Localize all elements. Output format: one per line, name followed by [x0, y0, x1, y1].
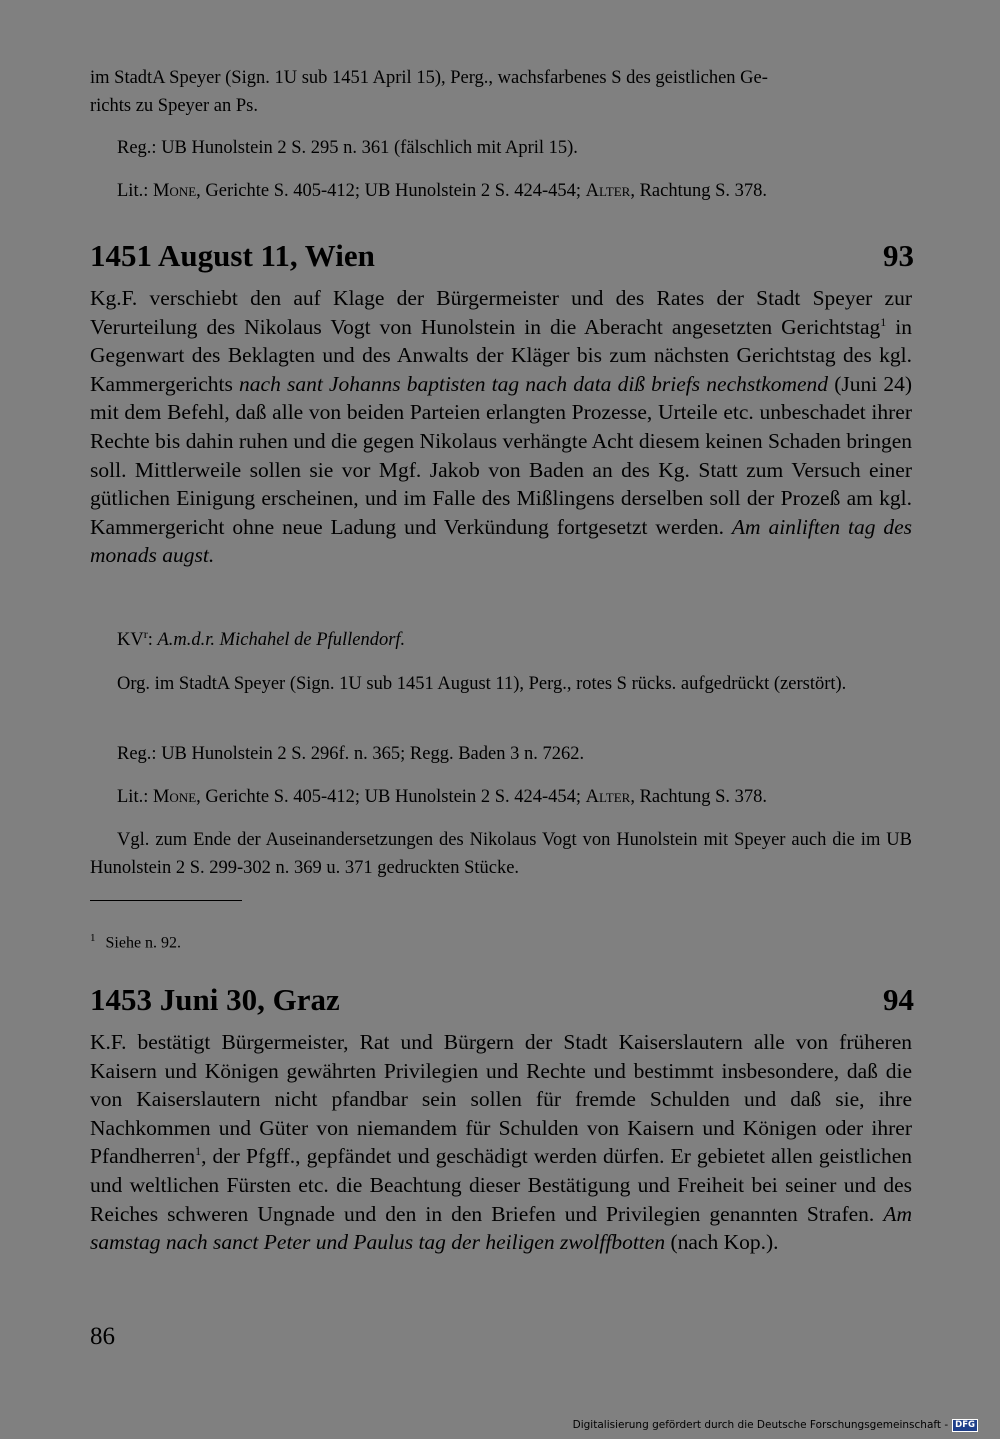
footnote	[90, 926, 181, 955]
origin-line-1: im StadtA Speyer (Sign. 1U sub 1451 April 15), Perg., wachsfarbenes S des geistlichen Ge-	[90, 68, 768, 88]
author-mone: Mone	[152, 787, 197, 807]
origin-line-2: richts zu Speyer an Ps.	[90, 96, 259, 116]
author-alter: Alter	[585, 787, 631, 807]
footnote-text: Siehe n. 92.	[105, 934, 182, 952]
author-mone: Mone	[152, 181, 197, 201]
page-number: 86	[90, 1323, 115, 1350]
entry-93-kv: $KV^r$: A.m.d.r. Michahel de Pfullendorf.	[117, 626, 406, 650]
entry-93-see-also: Vgl. zum Ende der Auseinandersetzungen des Nikolaus Vogt von Hunolstein mit Speyer auch die im UB Hunolstein 2 S. 299-302 n. 369 u. 371 gedruckten Stücke.	[90, 830, 912, 878]
entry-93-regest: Kg.F. verschiebt den auf Klage der Bürgermeister und des Rates der Stadt Speyer zur Verurteilung des Nikolaus Vogt von Hunolstein in die Aberacht angesetzten Gerichtstag$^1$ in Gegenwart des Beklagten und des Anwalts der Kläger bis zum nächsten Gerichtstag des kgl. Kammergerichts nach sant Johanns baptisten tag nach data diß briefs nechstkomend (Juni 24) mit dem Befehl, daß alle von beiden Parteien erlangten Prozesse, Urteile etc. unbeschadet ihrer Rechte bis dahin ruhen und die gegen Nikolaus verhängte Acht diesem keinen Schaden bringen soll. Mittlerweile sollen sie vor Mgf. Jakob von Baden an des Kg. Statt zum Versuch einer gütlichen Einigung erscheinen, und im Falle des Mißlingens derselben soll der Prozeß am kgl. Kammergericht ohne neue Ladung und Verkündung fortgesetzt werden. Am ainliften tag des monads augst.	[90, 286, 912, 568]
footnote-ref: 1	[880, 314, 887, 329]
quote-date: Am ainliften tag des monads augst.	[90, 514, 912, 568]
quote: nach sant Johanns baptisten tag nach data diß briefs nechstkomend	[239, 371, 829, 396]
entry-94-number: 94	[883, 982, 914, 1017]
entry-93-reg: Reg.: UB Hunolstein 2 S. 296f. n. 365; Regg. Baden 3 n. 7262.	[117, 744, 585, 764]
footnote-ref: 1	[195, 1144, 202, 1159]
entry-93-date-place: 1451 August 11, Wien	[90, 238, 375, 273]
entry-94-date-place: 1453 Juni 30, Graz	[90, 982, 340, 1017]
entry-93-origin: Org. im StadtA Speyer (Sign. 1U sub 1451 August 11), Perg., rotes S rücks. aufgedrückt (zerstört).	[117, 674, 847, 694]
quote: Am samstag nach sanct Peter und Paulus tag der heiligen zwolffbotten	[90, 1201, 912, 1255]
entry-93-lit: Lit.: Mone, Gerichte S. 405-412; UB Hunolstein 2 S. 424-454; Alter, Rachtung S. 378.	[117, 787, 768, 807]
author-alter: Alter	[585, 181, 631, 201]
entry-93-heading	[90, 238, 914, 274]
footnote-mark: 1	[90, 932, 96, 944]
prev-entry-reg: Reg.: UB Hunolstein 2 S. 295 n. 361 (fälschlich mit April 15).	[117, 138, 578, 158]
footnote-rule	[90, 900, 242, 901]
entry-94-heading	[90, 982, 914, 1018]
entry-93-number: 93	[883, 238, 914, 273]
prev-entry-origin	[90, 64, 912, 120]
funding-credit	[573, 1418, 978, 1432]
dfg-logo: DFG	[952, 1419, 978, 1432]
entry-94-regest: K.F. bestätigt Bürgermeister, Rat und Bürgern der Stadt Kaiserslautern alle von früheren Kaisern und Königen gewährten Privilegien und Rechte und bestimmt insbesondere, daß die von Kaiserslautern nicht pfandbar sein sollen für fremde Schulden und daß sie, ihre Nachkommen und Güter von niemandem für Schulden von Kaisern und Königen oder ihrer Pfandherren$^1$, der Pfgff., gepfändet und geschädigt werden dürfen. Er gebietet allen geistlichen und weltlichen Fürsten etc. die Beachtung dieser Bestätigung und Freiheit bei seiner und des Reiches schweren Ungnade und den in den Briefen und Privilegien genannten Strafen. Am samstag nach sanct Peter und Paulus tag der heiligen zwolffbotten (nach Kop.).	[90, 1030, 912, 1255]
prev-entry-lit: Lit.: Mone, Gerichte S. 405-412; UB Hunolstein 2 S. 424-454; Alter, Rachtung S. 378.	[117, 181, 768, 201]
credit-text: Digitalisierung gefördert durch die Deutsche Forschungsgemeinschaft -	[572, 1419, 949, 1431]
